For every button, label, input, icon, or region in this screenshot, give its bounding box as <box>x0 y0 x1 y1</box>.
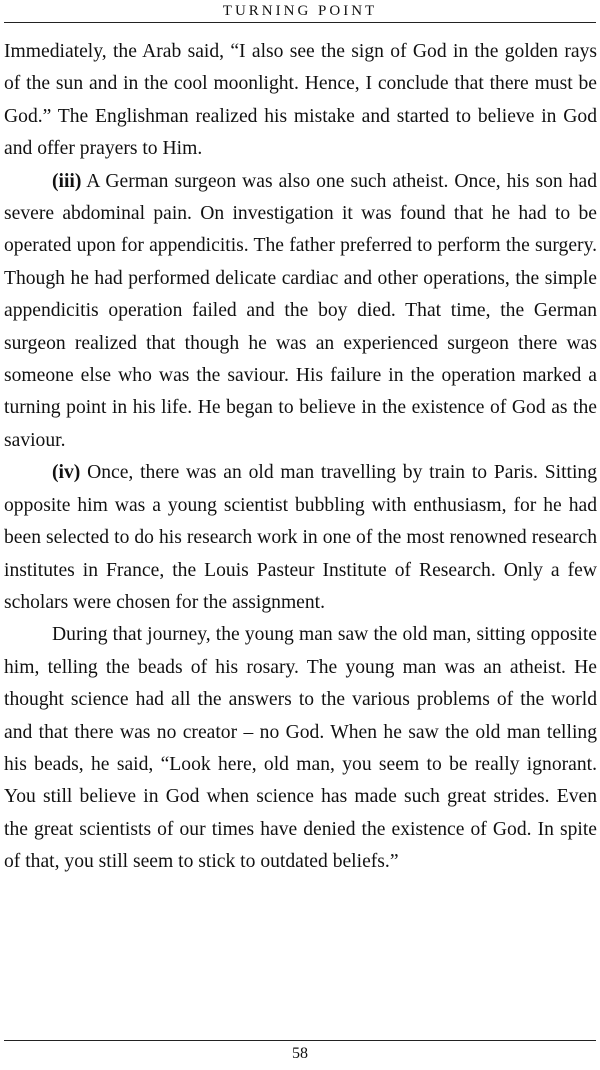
paragraph-iv <box>4 457 597 619</box>
header-rule <box>4 22 596 23</box>
running-title: TURNING POINT <box>222 3 378 19</box>
paragraph-continuation <box>4 36 597 166</box>
item-marker: (iii) <box>52 170 82 192</box>
paragraph-journey <box>4 619 597 878</box>
body-text <box>4 36 597 879</box>
paragraph-iii <box>4 166 597 458</box>
item-marker: (iv) <box>52 462 81 484</box>
paragraph-text: Once, there was an old man travelling by train to Paris. Sitting opposite him was a young scientist bubbling with enthusiasm, for he had been selected to do his research work in one of the most renowned research institutes in France, the Louis Pasteur Institute of Research. Only a few scholars were chosen for the assignment. <box>4 462 597 613</box>
page-number: 58 <box>292 1045 308 1062</box>
paragraph-text: During that journey, the young man saw the old man, sitting opposite him, telling the beads of his rosary. The young man was an atheist. He thought science had all the answers to the various problems of the world and that there was no creator – no God. When he saw the old man telling his beads, he said, “Look here, old man, you seem to be really ignorant. You still believe in God when science has made such great strides. Even the great scientists of our times have denied the existence of God. In spite of that, you still seem to stick to outdated beliefs.” <box>4 624 597 873</box>
paragraph-text: Immediately, the Arab said, “I also see the sign of God in the golden rays of the sun and in the cool moonlight. Hence, I conclude that there must be God.” The Englishman realized his mistake and started to believe in God and offer prayers to Him. <box>4 41 597 160</box>
footer-rule <box>4 1040 596 1041</box>
paragraph-text: A German surgeon was also one such atheist. Once, his son had severe abdominal pain. On investigation it was found that he had to be operated upon for appendicitis. The father preferred to perform the surgery. Though he had performed delicate cardiac and other operations, the simple appendicitis operation failed and the boy died. That time, the German surgeon realized that though he was an experienced surgeon there was someone else who was the saviour. His failure in the operation marked a turning point in his life. He began to believe in the existence of God as the saviour. <box>4 170 597 451</box>
